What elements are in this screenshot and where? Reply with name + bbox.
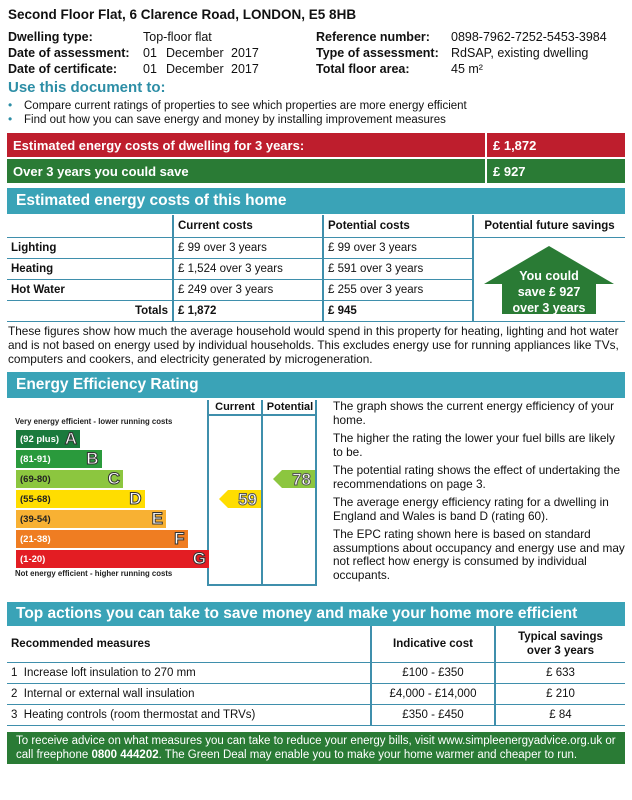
current-rating-arrow [219,490,261,508]
band-letter: D [129,489,142,508]
band-a [16,430,80,448]
potential-column [261,400,317,586]
date-of-certificate-year: 2017 [231,62,259,76]
row-name: Lighting [7,237,173,258]
date-of-certificate-label: Date of certificate: [8,62,118,76]
bullet-icon: • [8,98,13,112]
band-g [16,550,209,568]
saving-line-2: save £ 927 [517,285,581,299]
row-name: Heating [7,258,173,279]
eer-explanation: The average energy efficiency rating for a dwelling in England and Wales is band D (rating 60). [333,495,609,523]
header-indicative-cost: Indicative cost [371,626,495,662]
row-potential: £ 99 over 3 years [323,237,473,258]
potential-column-header: Potential [266,401,314,413]
row-current: £ 99 over 3 years [173,237,323,258]
header-blank [7,215,173,237]
table-row [7,704,625,725]
band-range: (92 plus) [20,434,60,445]
date-of-assessment-year: 2017 [231,46,259,60]
row-current: £ 1,524 over 3 years [173,258,323,279]
advice-banner [7,732,625,764]
table-row [7,683,625,704]
measure: 3 Heating controls (room thermostat and TRVs) [7,704,371,725]
band-range: (69-80) [20,474,51,485]
reference-number-value: 0898-7962-7252-5453-3984 [451,30,607,44]
use-bullet [8,112,446,126]
header-current-costs: Current costs [173,215,323,237]
could-save-value: £ 927 [487,159,625,183]
band-range: (39-54) [20,514,51,525]
measure: 1 Increase loft insulation to 270 mm [7,662,371,683]
band-b [16,450,102,468]
actions-section-title: Top actions you can take to save money and make your home more efficient [7,602,625,626]
header-recommended-measures: Recommended measures [7,626,371,662]
band-letter: A [64,429,77,448]
freephone-number[interactable]: 0800 444202 [91,749,159,761]
indicative-cost: £350 - £450 [371,704,495,725]
eer-explanation: The potential rating shows the effect of undertaking the recommendations on page 3. [333,463,621,491]
eer-explanation: The graph shows the current energy efficiency of your home. [333,399,615,427]
estimated-costs-label: Estimated energy costs of dwelling for 3 years: [7,133,485,157]
band-range: (21-38) [20,534,51,545]
band-f [16,530,188,548]
header-potential-costs: Potential costs [323,215,473,237]
row-name: Hot Water [7,279,173,300]
reference-number-label: Reference number: [316,30,430,44]
band-d [16,490,145,508]
could-save-label: Over 3 years you could save [7,159,485,183]
table-row [7,662,625,683]
eer-explanations [333,400,628,587]
use-bullet [8,98,467,112]
costs-section-title: Estimated energy costs of this home [7,188,625,214]
saving-line-3: over 3 years [512,301,586,315]
type-of-assessment-label: Type of assessment: [316,46,439,60]
band-range: (55-68) [20,494,51,505]
property-address: Second Floor Flat, 6 Clarence Road, LONDON, E5 8HB [8,7,357,22]
estimated-costs-value: £ 1,872 [487,133,625,157]
row-potential: £ 591 over 3 years [323,258,473,279]
dwelling-type-label: Dwelling type: [8,30,93,44]
date-of-assessment-day: 01 [143,46,157,60]
row-current: £ 249 over 3 years [173,279,323,300]
could-save-bar [7,159,625,183]
band-letter: B [86,449,99,468]
measure: 2 Internal or external wall insulation [7,683,371,704]
header-potential-savings: Potential future savings [473,215,625,237]
current-column-header: Current [215,401,255,413]
total-floor-area-value: 45 m² [451,62,483,76]
eer-section-title: Energy Efficiency Rating [7,372,625,398]
costs-note: These figures show how much the average household would spend in this property for heating, lighting and hot water and is not based on energy used by individual households. This excludes energy use for running appliances like TVs, computers and cookers, and electricity generated by microgeneration. [8,324,619,366]
date-of-certificate-day: 01 [143,62,157,76]
indicative-cost: £4,000 - £14,000 [371,683,495,704]
dwelling-type-value: Top-floor flat [143,30,212,44]
band-e [16,510,166,528]
advice-text-end: . The Green Deal may enable you to make your home warmer and cheaper to run. [158,749,578,761]
date-of-assessment-label: Date of assessment: [8,46,130,60]
typical-savings: £ 633 [495,662,625,683]
actions-header-row [7,626,625,662]
bullet-icon: • [8,112,13,126]
band-letter: C [107,469,120,488]
column-header-divider [207,414,317,416]
top-scale-note: Very energy efficient - lower running costs [15,417,173,426]
band-letter: G [192,549,206,568]
band-letter: E [151,509,163,528]
typical-savings: £ 210 [495,683,625,704]
row-potential: £ 255 over 3 years [323,279,473,300]
band-range: (1-20) [20,554,46,565]
current-rating-value: 59 [238,490,257,509]
eer-explanation: The EPC rating shown here is based on standard assumptions about occupancy and energy use and may not reflect how energy is consumed by individual occupants. [333,527,625,582]
totals-potential: £ 945 [323,300,473,321]
header-typical-savings: Typical savings over 3 years [495,626,625,662]
band-range: (81-91) [20,454,51,465]
totals-label: Totals [7,300,173,321]
advice-text: To receive advice on what measures you can take to reduce your energy bills, visit www.simpleenergyadvice.org.uk or call freephone [16,735,616,761]
costs-header-row [7,215,625,237]
indicative-cost: £100 - £350 [371,662,495,683]
date-of-certificate-month: December [166,62,224,76]
date-of-assessment-month: December [166,46,224,60]
use-document-title: Use this document to: [8,79,166,96]
bottom-scale-note: Not energy efficient - higher running costs [15,569,173,578]
energy-rating-chart [7,397,332,587]
band-letter: F [174,529,185,548]
eer-explanation: The higher the rating the lower your fuel bills are likely to be. [333,431,615,459]
type-of-assessment-value: RdSAP, existing dwelling [451,46,589,60]
totals-current: £ 1,872 [173,300,323,321]
potential-rating-value: 78 [292,470,311,489]
bullet-text: Compare current ratings of properties to see which properties are more energy efficient [24,100,467,112]
saving-line-1: You could [519,269,579,283]
savings-house-arrow [484,246,614,314]
estimated-costs-bar [7,133,625,157]
bullet-text: Find out how you can save energy and money by installing improvement measures [24,114,446,126]
typical-savings: £ 84 [495,704,625,725]
potential-rating-arrow [273,470,315,488]
total-floor-area-label: Total floor area: [316,62,410,76]
band-c [16,470,123,488]
actions-table [7,626,625,726]
